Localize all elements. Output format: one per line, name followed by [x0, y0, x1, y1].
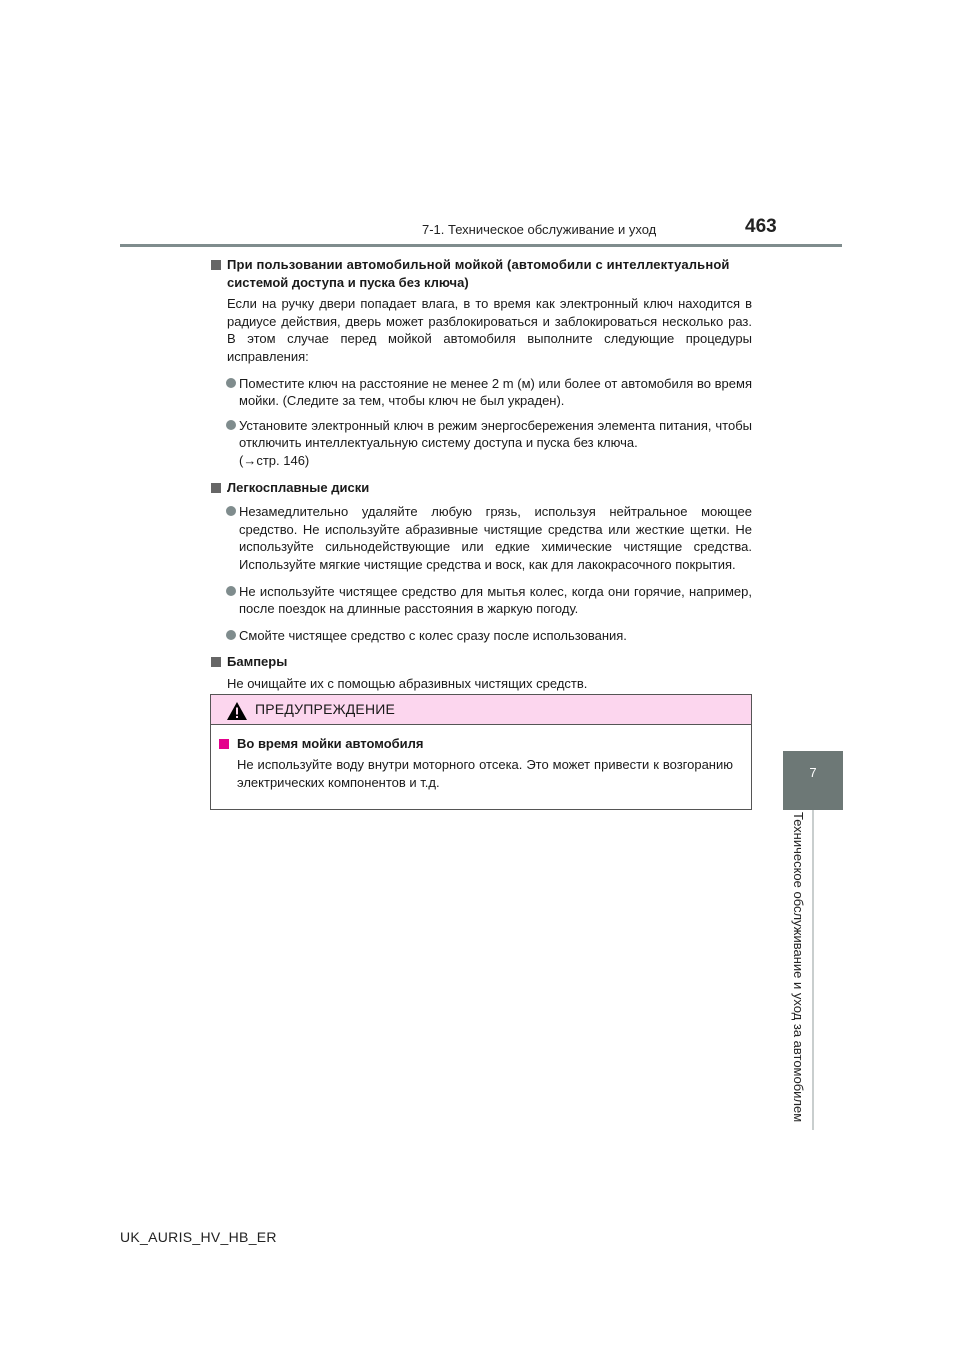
bumpers-paragraph: Не очищайте их с помощью абразивных чистящих средств.	[227, 675, 588, 691]
warning-triangle-icon	[226, 701, 248, 721]
list-item-text: Не используйте чистящее средство для мытья колес, когда они горячие, например, после поездок на длинные расстояния в жаркую погоду.	[239, 583, 752, 617]
section-heading-line-1: При пользовании автомобильной мойкой (автомобили с интеллектуальной	[227, 257, 730, 272]
list-item	[210, 583, 752, 618]
square-bullet-icon	[211, 657, 221, 667]
section-heading-bumpers	[210, 653, 752, 671]
chapter-title-vertical: Техническое обслуживание и уход за автомобилем	[791, 812, 806, 1123]
list-item	[210, 627, 752, 645]
list-item-text: Установите электронный ключ в режим энергосбережения элемента питания, чтобы отключить интеллектуальную систему доступа и пуска без ключа.	[239, 417, 752, 451]
list-item	[210, 417, 752, 470]
warning-body	[211, 735, 733, 792]
section-heading-line-2: системой доступа и пуска без ключа)	[227, 274, 469, 290]
warning-sub-heading	[218, 735, 733, 753]
circle-bullet-icon	[226, 630, 236, 640]
square-bullet-icon	[211, 483, 221, 493]
main-content	[210, 256, 752, 692]
section-heading-text: Бамперы	[227, 654, 288, 670]
section-heading-alloy-wheels	[210, 479, 752, 497]
list-item	[210, 375, 752, 410]
square-bullet-icon	[211, 260, 221, 270]
circle-bullet-icon	[226, 378, 236, 388]
list-item-text: Поместите ключ на расстояние не менее 2 m (м) или более от автомобиля во время мойки. (Следите за тем, чтобы ключ не был украден).	[239, 375, 752, 409]
chapter-tab	[783, 751, 843, 810]
warning-title: ПРЕДУПРЕЖДЕНИЕ	[255, 701, 396, 717]
warning-text: Не используйте воду внутри моторного отсека. Это может привести к возгоранию электрических компонентов и т.д.	[237, 757, 733, 790]
header-divider	[120, 244, 842, 247]
circle-bullet-icon	[226, 586, 236, 596]
circle-bullet-icon	[226, 420, 236, 430]
header-section-title: 7-1. Техническое обслуживание и уход	[422, 222, 657, 237]
section-heading-car-wash	[210, 256, 752, 291]
page-reference-link[interactable]: (→стр. 146)	[239, 452, 310, 468]
list-item-text: Смойте чистящее средство с колес сразу после использования.	[239, 627, 627, 643]
chapter-tab-line	[812, 810, 814, 1130]
document-code: UK_AURIS_HV_HB_ER	[120, 1229, 277, 1245]
chapter-number: 7	[809, 765, 817, 780]
warning-box	[210, 694, 752, 810]
page-number: 463	[745, 216, 777, 237]
list-item-text: Незамедлительно удаляйте любую грязь, используя нейтральное моющее средство. Не используйте абразивные чистящие средства или жесткие щетки. Не используйте сильнодействующие или едкие химические чистящие средства. Используйте мягкие чистящие средства и воск, как для лакокрасочного покрытия.	[239, 504, 752, 572]
square-bullet-icon	[219, 739, 229, 749]
list-item	[210, 503, 752, 573]
section-heading-text: Легкосплавные диски	[227, 479, 370, 495]
car-wash-paragraph: Если на ручку двери попадает влага, в то время как электронный ключ находится в радиусе действия, дверь может разблокироваться и заблокироваться несколько раз. В этом случае перед мойкой автомобиля выполните следующие процедуры исправления:	[227, 296, 752, 364]
warning-sub-heading-text: Во время мойки автомобиля	[237, 736, 424, 751]
circle-bullet-icon	[226, 506, 236, 516]
warning-header	[211, 695, 751, 725]
